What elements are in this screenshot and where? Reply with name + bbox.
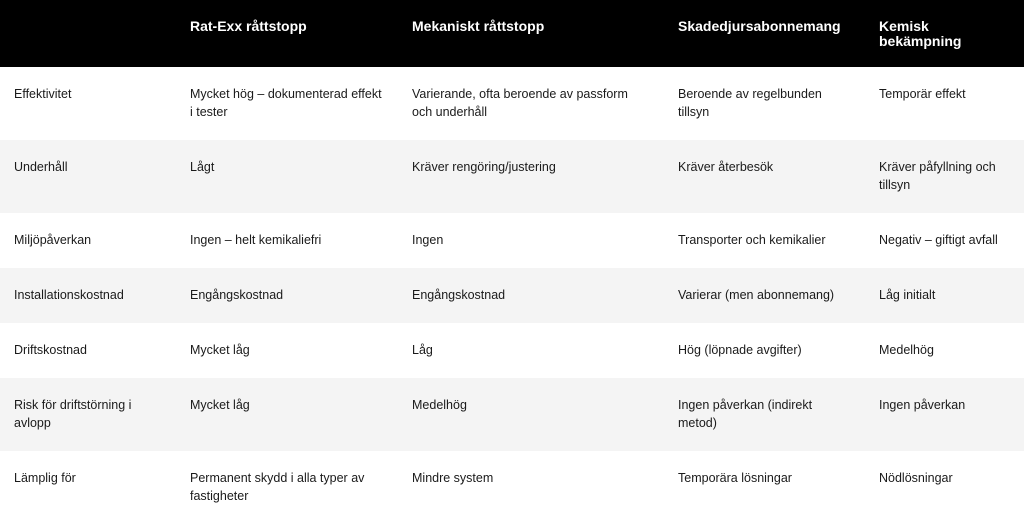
table-row — [0, 213, 1024, 268]
table-row — [0, 323, 1024, 378]
header-cell-rat-exx: Rat-Exx råttstopp — [190, 18, 307, 34]
table-cell: Medelhög — [412, 398, 467, 412]
table-row — [0, 451, 1024, 524]
table-header-row — [0, 0, 1024, 67]
row-label-cell: Effektivitet — [14, 87, 72, 101]
row-label-cell: Driftskostnad — [14, 343, 87, 357]
table-cell: Låg — [412, 343, 433, 357]
row-label-cell: Risk för driftstörning i avlopp — [14, 398, 132, 430]
table-cell: Transporter och kemikalier — [678, 233, 826, 247]
table-cell: Nödlösningar — [879, 471, 953, 485]
table-row — [0, 378, 1024, 451]
table-cell: Hög (löpnade avgifter) — [678, 343, 802, 357]
table-cell: Mycket låg — [190, 343, 250, 357]
row-label-cell: Lämplig för — [14, 471, 76, 485]
table-cell: Låg initialt — [879, 288, 936, 302]
table-cell: Ingen påverkan — [879, 398, 966, 412]
table-cell: Negativ – giftigt avfall — [879, 233, 998, 247]
header-cell-mechanical: Mekaniskt råttstopp — [412, 18, 545, 34]
table-cell: Kräver rengöring/justering — [412, 160, 556, 174]
table-cell: Ingen – helt kemikaliefri — [190, 233, 322, 247]
row-label-cell: Underhåll — [14, 160, 68, 174]
row-label-cell: Miljöpåverkan — [14, 233, 92, 247]
table-cell: Mycket hög – dokumenterad effekt i tester — [190, 87, 382, 119]
table-cell: Kräver återbesök — [678, 160, 774, 174]
table-cell: Ingen — [412, 233, 444, 247]
header-cell-subscription: Skadedjursabonnemang — [678, 18, 841, 34]
table-cell: Varierar (men abonnemang) — [678, 288, 835, 302]
header-cell-chemical: Kemisk bekämpning — [879, 18, 962, 49]
table-row — [0, 268, 1024, 323]
row-label-cell: Installationskostnad — [14, 288, 124, 302]
table-row — [0, 67, 1024, 140]
table-cell: Kräver påfyllning och tillsyn — [879, 160, 996, 192]
table-cell: Mindre system — [412, 471, 494, 485]
table-cell: Beroende av regelbunden tillsyn — [678, 87, 822, 119]
table-cell: Permanent skydd i alla typer av fastigheter — [190, 471, 365, 503]
table-cell: Temporära lösningar — [678, 471, 792, 485]
table-row — [0, 140, 1024, 213]
table-cell: Mycket låg — [190, 398, 250, 412]
table-cell: Lågt — [190, 160, 215, 174]
table-cell: Ingen påverkan (indirekt metod) — [678, 398, 813, 430]
table-cell: Engångskostnad — [412, 288, 506, 302]
table-cell: Engångskostnad — [190, 288, 284, 302]
header-cell-empty — [0, 0, 176, 67]
table-cell: Temporär effekt — [879, 87, 966, 101]
table-cell: Varierande, ofta beroende av passform och underhåll — [412, 87, 628, 119]
table-cell: Medelhög — [879, 343, 934, 357]
